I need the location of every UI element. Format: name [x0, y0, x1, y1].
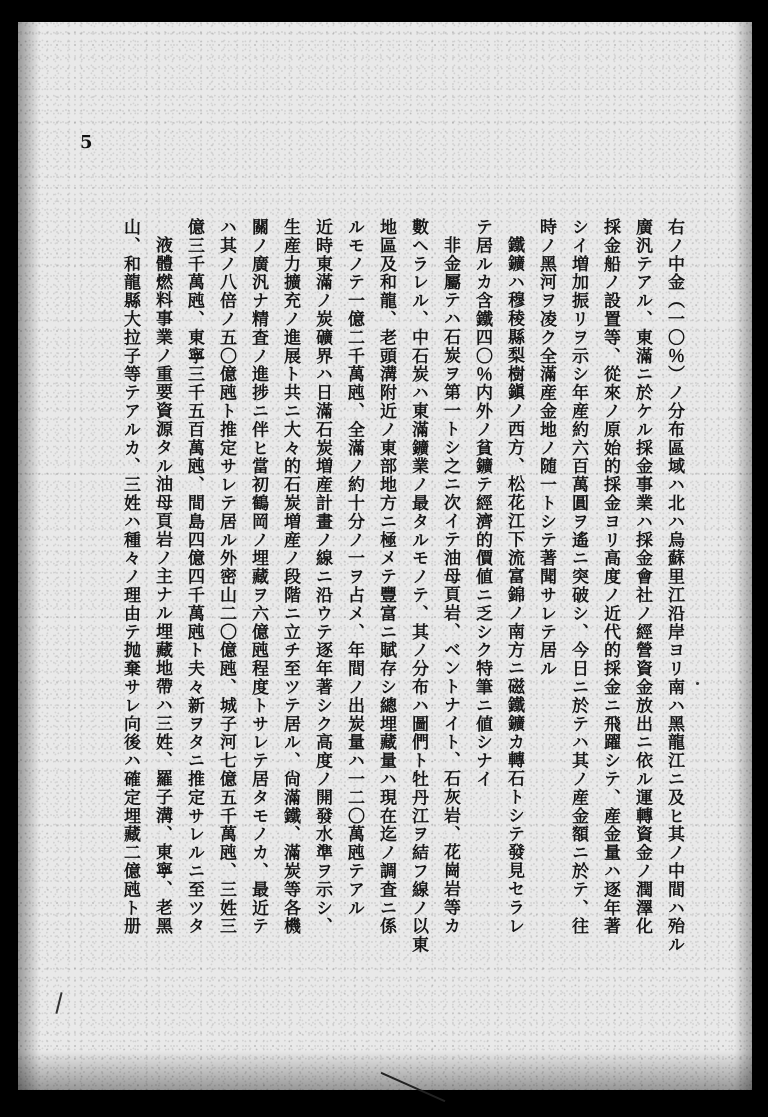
text-column: 山、和龍縣大拉子等テアルカ、三姓ハ種々ノ理由テ抛棄サレ向後ハ確定埋藏二億瓲ト册 [120, 218, 140, 936]
right-shadow-edge [734, 22, 752, 1090]
text-column: 採金船ノ設置等、從來ノ原始的採金ヨリ高度ノ近代的採金ニ飛躍シテ、産金量ハ逐年著 [600, 218, 620, 936]
text-column: テ居ルカ含鐵四〇％内外ノ貧鑛テ經濟的價値ニ乏シク特筆ニ値シナイ [472, 218, 492, 789]
text-column: シイ増加振リヲ示シ年産約六百萬圓ヲ遙ニ突破シ、今日ニ於テハ其ノ産金額ニ於テ、往 [568, 218, 588, 936]
text-column: 數ヘラレル、中石炭ハ東滿鑛業ノ最タルモノテ、其ノ分布ハ圖們ト牡丹江ヲ結フ線ノ以東 [408, 218, 428, 954]
vertical-body-text [114, 218, 690, 1018]
text-column: ハ其ノ八倍ノ五〇億瓲ト推定サレテ居ル外密山二〇億瓲、城子河七億五千萬瓲、三姓三 [216, 218, 236, 936]
text-column: 液體燃料事業ノ重要資源タル油母頁岩ノ主ナル埋藏地帶ハ三姓、羅子溝、東寧、老黑 [152, 236, 172, 936]
text-column: 近時東滿ノ炭礦界ハ日滿石炭増産計畫ノ線ニ沿ウテ逐年著シク高度ノ開發水準ヲ示シ、 [312, 218, 332, 936]
text-column: 右ノ中金（一〇％）ノ分布區域ハ北ハ烏蘇里江沿岸ヨリ南ハ黑龍江ニ及ヒ其ノ中間ハ殆ル [664, 218, 684, 954]
left-shadow-edge [18, 22, 40, 1090]
page-number: 5 [80, 132, 93, 153]
text-column: 時ノ黑河ヲ凌ク全滿産金地ノ随一トシテ著聞サレテ居ル [536, 218, 556, 678]
paper-sheet [18, 22, 752, 1090]
stray-ink-mark [696, 682, 699, 685]
text-column: 關ノ廣汎ナ精査ノ進捗ニ伴ヒ當初鶴岡ノ埋藏ヲ六億瓲程度トサレテ居タモノカ、最近テ [248, 218, 268, 936]
stray-ink-mark [55, 992, 62, 1014]
text-column: 非金屬テハ石炭ヲ第一トシ之ニ次イテ油母頁岩、ベントナイト、石灰岩、花崗岩等カ [440, 236, 460, 936]
text-column: 鐵鑛ハ穆稜縣梨樹鎭ノ西方、松花江下流富錦ノ南方ニ磁鐵鑛カ轉石トシテ發見セラレ [504, 236, 524, 936]
text-column: ルモノテ一億二千萬瓲、全滿ノ約十分ノ一ヲ占メ、年間ノ出炭量ハ一二〇萬瓲テアル [344, 218, 364, 918]
text-column: 廣汎テアル、東滿ニ於ケル採金事業ハ採金會社ノ經營資金放出ニ依ル運轉資金ノ潤澤化 [632, 218, 652, 936]
text-column: 生産力擴充ノ進展ト共ニ大々的石炭増産ノ段階ニ立チ至ツテ居ル、尙滿鐵、滿炭等各機 [280, 218, 300, 936]
text-column: 地區及和龍、老頭溝附近ノ東部地方ニ極メテ豐富ニ賦存シ總埋藏量ハ現在迄ノ調査ニ係 [376, 218, 396, 936]
bottom-shadow-edge [18, 1050, 752, 1090]
text-column: 億三千萬瓲、東寧三千五百萬瓲、間島四億四千萬瓲ト夫々新ヲタニ推定サレルニ至ツタ [184, 218, 204, 936]
